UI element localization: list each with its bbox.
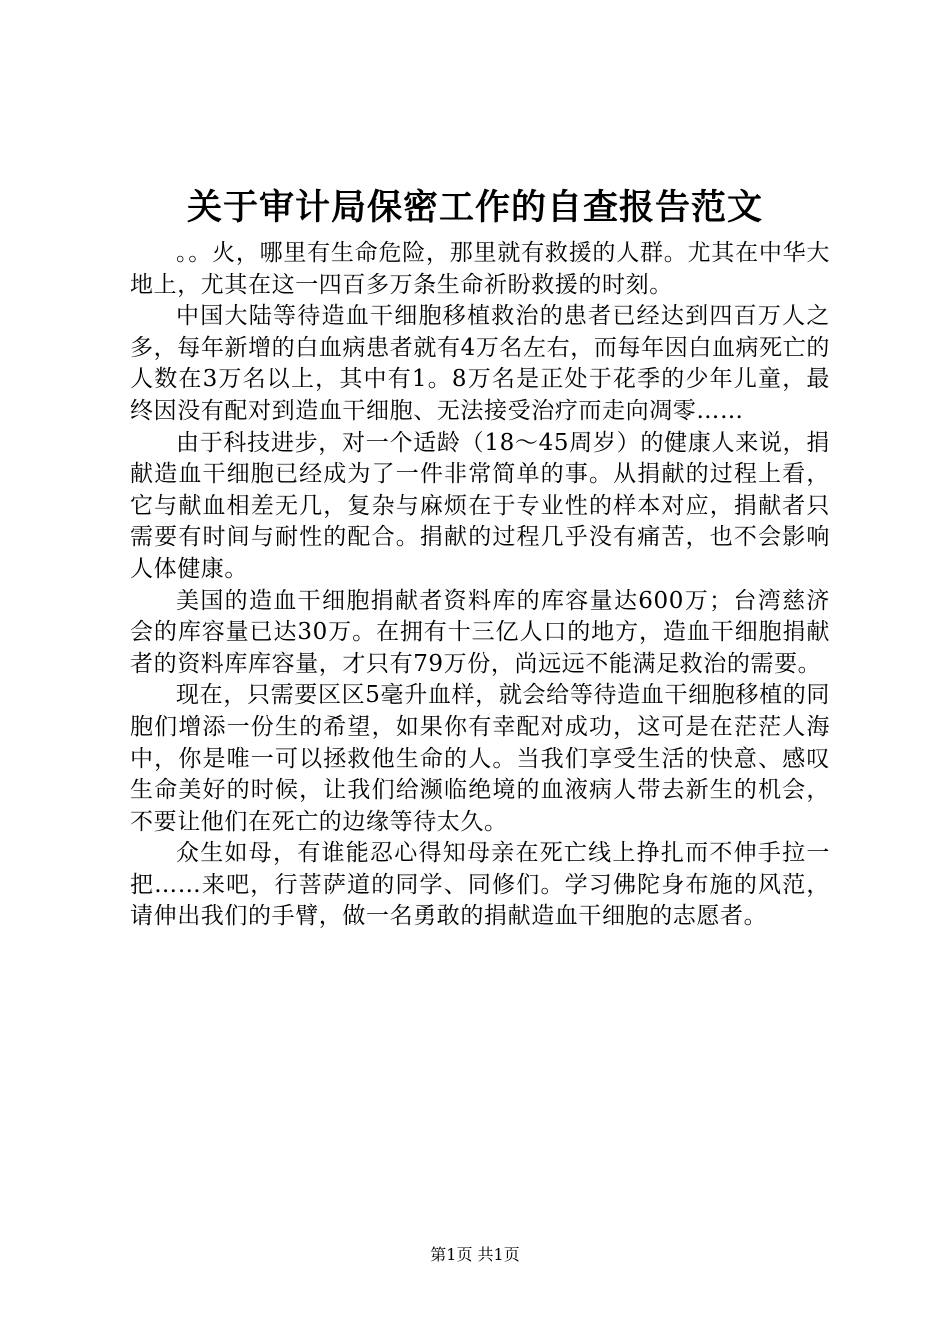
paragraph-3: 由于科技进步，对一个适龄（18～45周岁）的健康人来说，捐献造血干细胞已经成为了一件非常简单的事。从捐献的过程上看，它与献血相差无几，复杂与麻烦在于专业性的样本对应，捐献者只需要有时间与耐性的配合。捐献的过程几乎没有痛苦，也不会影响人体健康。: [130, 429, 830, 582]
paragraph-1: 。。火，哪里有生命危险，那里就有救援的人群。尤其在中华大地上，尤其在这一四百多万条生命祈盼救援的时刻。: [130, 240, 830, 298]
document-body: [130, 238, 830, 933]
paragraph-4: 美国的造血干细胞捐献者资料库的库容量达600万；台湾慈济会的库容量已达30万。在拥有十三亿人口的地方，造血干细胞捐献者的资料库库容量，才只有79万份，尚远远不能满足救治的需要。: [130, 587, 830, 677]
paragraph-6: 众生如母，有谁能忍心得知母亲在死亡线上挣扎而不伸手拉一把……来吧，行菩萨道的同学、同修们。学习佛陀身布施的风范，请伸出我们的手臂，做一名勇敢的捐献造血干细胞的志愿者。: [130, 840, 830, 930]
document-title: 关于审计局保密工作的自查报告范文: [186, 188, 763, 228]
page-number-footer: 第1页 共1页: [430, 1245, 520, 1264]
paragraph-2: 中国大陆等待造血干细胞移植救治的患者已经达到四百万人之多，每年新增的白血病患者就有4万名左右，而每年因白血病死亡的人数在3万名以上，其中有1。8万名是正处于花季的少年儿童，最终因没有配对到造血干细胞、无法接受治疗而走向凋零……: [130, 303, 830, 424]
paragraph-5: 现在，只需要区区5毫升血样，就会给等待造血干细胞移植的同胞们增添一份生的希望，如果你有幸配对成功，这可是在茫茫人海中，你是唯一可以拯救他生命的人。当我们享受生活的快意、感叹生命美好的时候，让我们给濒临绝境的血液病人带去新生的机会，不要让他们在死亡的边缘等待太久。: [130, 682, 830, 835]
